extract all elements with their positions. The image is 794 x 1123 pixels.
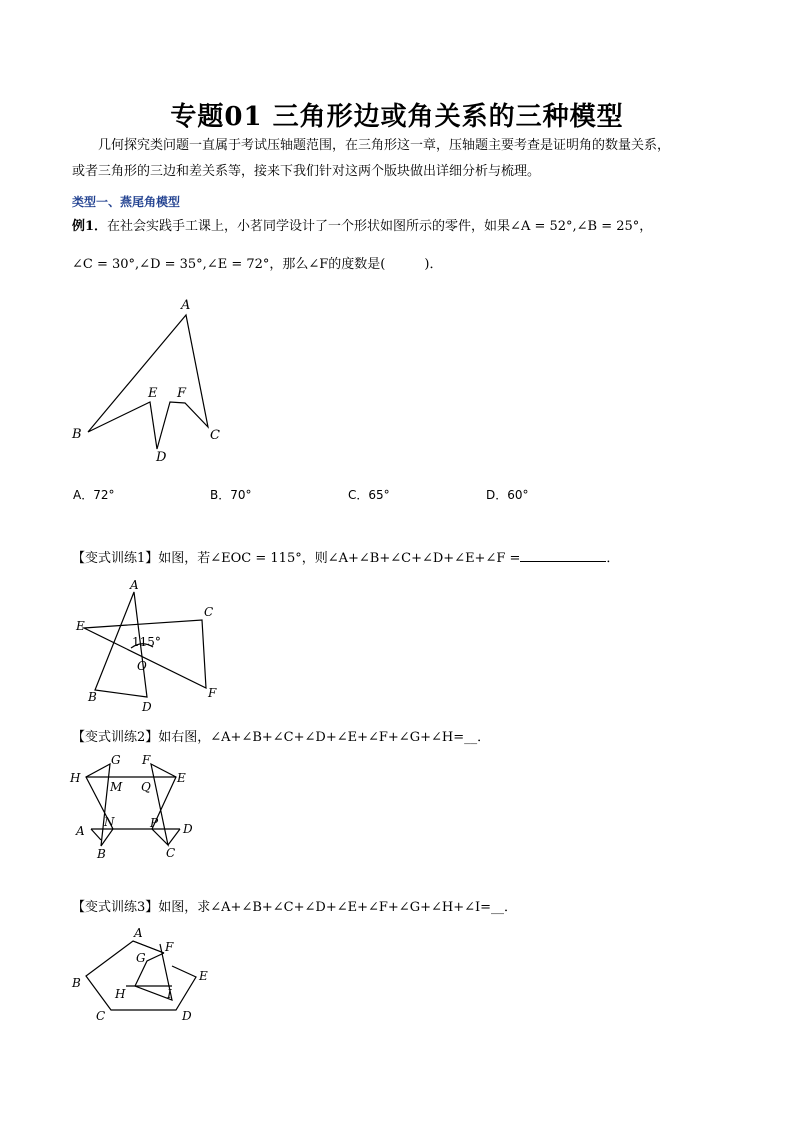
label-Q: Q	[141, 780, 151, 794]
exercise-1-end: ．	[606, 551, 620, 566]
label-E: E	[148, 386, 158, 401]
exercise-1-text: 【变式训练1】如图，若∠EOC = 115°，则∠A+∠B+∠C+∠D+∠E+∠F =	[72, 551, 521, 566]
label-A: A	[181, 298, 191, 313]
label-E: E	[199, 969, 208, 983]
section-heading-type-1: 类型一、燕尾角模型	[72, 195, 181, 209]
label-M: M	[110, 780, 123, 794]
label-I: I	[167, 987, 172, 1001]
intro-line-2: 或者三角形的三边和差关系等，接来下我们针对这两个版块做出详细分析与梳理。	[72, 164, 541, 179]
label-A: A	[76, 824, 85, 838]
exercise-3-question: 【变式训练3】如图，求∠A+∠B+∠C+∠D+∠E+∠F+∠G+∠H+∠I=__．	[72, 900, 518, 915]
label-N: N	[104, 815, 115, 829]
label-H: H	[115, 987, 126, 1001]
label-D: D	[156, 450, 167, 465]
label-E: E	[76, 619, 85, 633]
label-B: B	[72, 427, 82, 442]
label-A: A	[130, 578, 139, 592]
label-H: H	[70, 771, 81, 785]
label-B: B	[97, 847, 106, 861]
example-1-text-1: 在社会实践手工课上，小茗同学设计了一个形状如图所示的零件，如果∠A = 52°,∠B = 25°，	[107, 219, 653, 234]
exercise-2-question: 【变式训练2】如右图，∠A+∠B+∠C+∠D+∠E+∠F+∠G+∠H=__．	[72, 730, 491, 745]
label-D: D	[182, 1009, 192, 1023]
label-C: C	[210, 428, 220, 443]
label-B: B	[72, 976, 81, 990]
page-title: 专题01 三角形边或角关系的三种模型	[170, 102, 624, 132]
example-1-label: 例1．	[72, 219, 108, 234]
label-D: D	[183, 822, 193, 836]
angle-label: 115°	[132, 635, 161, 649]
label-F: F	[165, 940, 174, 954]
option-b: B．70°	[210, 488, 252, 502]
option-a: A．72°	[73, 488, 115, 502]
label-G: G	[111, 753, 121, 767]
label-C: C	[96, 1009, 106, 1023]
label-B: B	[88, 690, 97, 704]
example-1-line-2: ∠C = 30°,∠D = 35°,∠E = 72°，那么∠F的度数是( )．	[72, 257, 443, 272]
label-D: D	[142, 700, 152, 714]
label-F: F	[208, 686, 217, 700]
label-C: C	[204, 605, 214, 619]
option-d: D．60°	[486, 488, 529, 502]
label-F: F	[177, 386, 187, 401]
intro-line-1: 几何探究类问题一直属于考试压轴题范围，在三角形这一章，压轴题主要考查是证明角的数量关系，	[98, 138, 671, 153]
label-E: E	[177, 771, 186, 785]
label-C: C	[166, 846, 176, 860]
label-A: A	[134, 926, 143, 940]
label-G: G	[136, 951, 146, 965]
label-F: F	[142, 753, 151, 767]
option-c: C．65°	[348, 488, 390, 502]
label-P: P	[150, 816, 159, 830]
label-O: O	[137, 659, 147, 673]
